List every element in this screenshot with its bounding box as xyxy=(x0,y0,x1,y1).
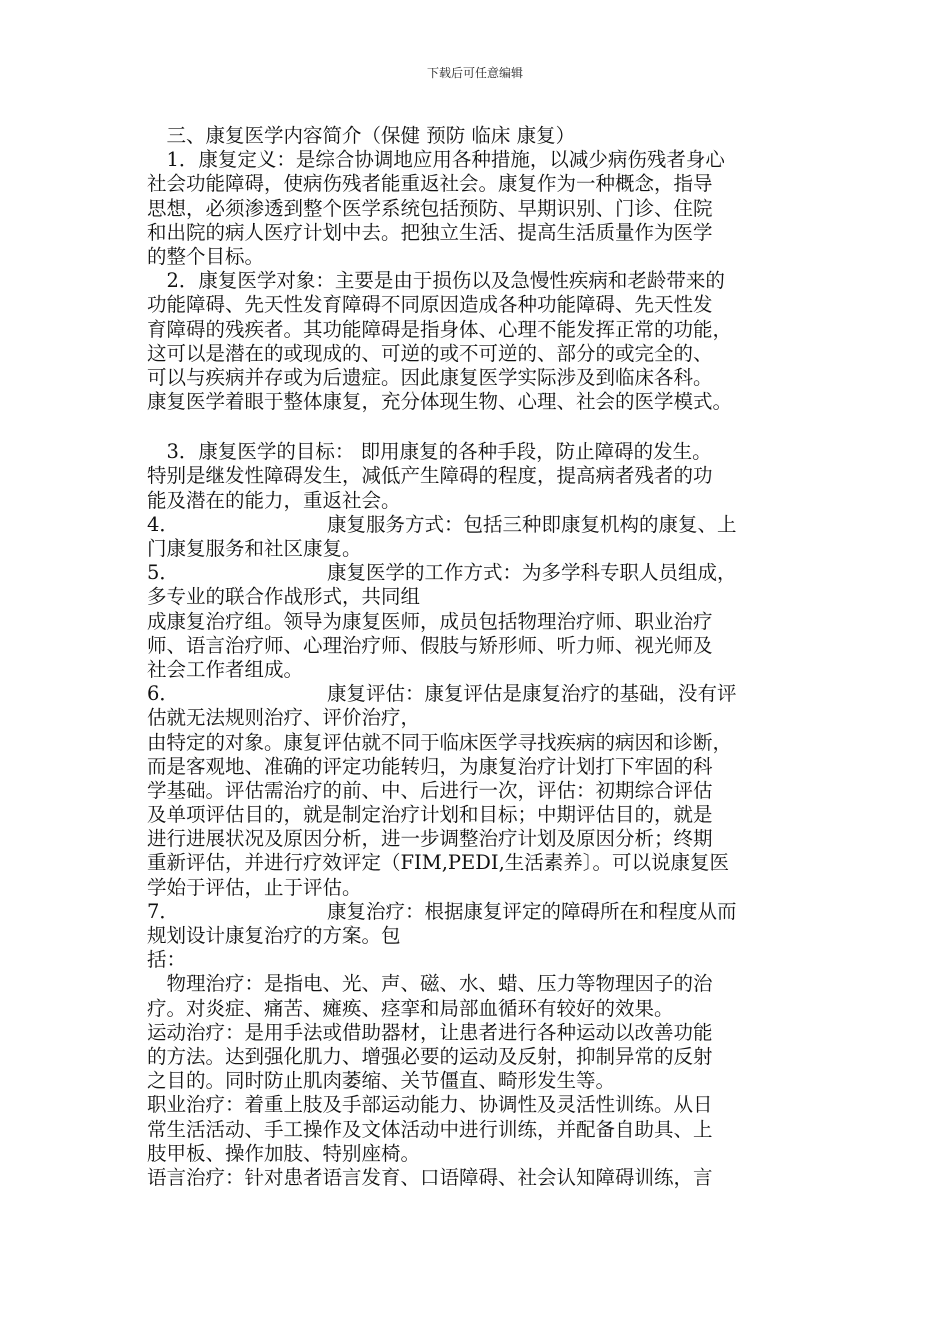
paragraph-line: 及单项评估目的，就是制定治疗计划和目标；中期评估目的，就是 xyxy=(147,803,713,827)
paragraph-line: 估就无法规则治疗、评价治疗， xyxy=(147,706,421,730)
document-body xyxy=(147,124,815,1190)
numbered-item-line xyxy=(147,682,815,706)
paragraph-line: 和出院的病人医疗计划中去。把独立生活、提高生活质量作为医学 xyxy=(147,220,713,244)
item-number: 7． xyxy=(147,899,179,923)
numbered-item-line xyxy=(147,561,815,585)
paragraph-line: 疗。对炎症、痛苦、瘫痪、痉挛和局部血循环有较好的效果。 xyxy=(147,996,674,1020)
paragraph-line: 这可以是潜在的或现成的、可逆的或不可逆的、部分的或完全的、 xyxy=(147,341,713,365)
paragraph-line: 门康复服务和社区康复。 xyxy=(147,537,362,560)
paragraph-line: 重新评估，并进行疗效评定（FIM,PEDI,生活素养〕。可以说康复医 xyxy=(147,851,730,875)
numbered-item-line xyxy=(147,513,815,537)
paragraph-line: 成康复治疗组。领导为康复医师，成员包括物理治疗师、职业治疗 xyxy=(147,609,713,633)
paragraph-line: 3．康复医学的目标： 即用康复的各种手段，防止障碍的发生。 xyxy=(147,440,712,464)
paragraph-line: 育障碍的残疾者。其功能障碍是指身体、心理不能发挥正常的功能， xyxy=(147,317,733,341)
paragraph-line: 物理治疗：是指电、光、声、磁、水、蜡、压力等物理因子的治 xyxy=(147,972,713,996)
paragraph-line: 之目的。同时防止肌肉萎缩、关节僵直、畸形发生等。 xyxy=(147,1069,616,1093)
paragraph-line: 由特定的对象。康复评估就不同于临床医学寻找疾病的病因和诊断， xyxy=(147,730,733,754)
item-number: 6． xyxy=(147,682,179,706)
paragraph-line: 能及潜在的能力，重返社会。 xyxy=(147,488,401,512)
paragraph-line: 肢甲板、操作加肢、特别座椅。 xyxy=(147,1141,421,1165)
paragraph-line: 2．康复医学对象：主要是由于损伤以及急慢性疾病和老龄带来的 xyxy=(147,269,725,293)
paragraph-line: 康复医学着眼于整体康复，充分体现生物、心理、社会的医学模式。 xyxy=(147,390,733,414)
paragraph-line: 语言治疗：针对患者语言发育、口语障碍、社会认知障碍训练，言 xyxy=(147,1165,713,1189)
paragraph-line: 而是客观地、准确的评定功能转归，为康复治疗计划打下牢固的科 xyxy=(147,754,713,778)
section-heading: 三、康复医学内容简介（保健 预防 临床 康复） xyxy=(147,124,576,147)
paragraph-line: 括： xyxy=(147,948,187,972)
item-text: 康复服务方式：包括三种即康复机构的康复、上 xyxy=(327,512,737,536)
page-header: 下载后可任意编辑 xyxy=(426,66,523,80)
paragraph-line: 的方法。达到强化肌力、增强必要的运动及反射，抑制异常的反射 xyxy=(147,1044,713,1068)
paragraph-line: 特别是继发性障碍发生，减低产生障碍的程度，提高病者残者的功 xyxy=(147,464,713,488)
item-number: 4． xyxy=(147,512,179,536)
paragraph-line: 1．康复定义：是综合协调地应用各种措施，以减少病伤残者身心 xyxy=(147,148,725,172)
paragraph-line: 师、语言治疗师、心理治疗师、假肢与矫形师、听力师、视光师及 xyxy=(147,633,713,657)
paragraph-line: 规划设计康复治疗的方案。包 xyxy=(147,924,401,947)
paragraph-line: 社会功能障碍，使病伤残者能重返社会。康复作为一种概念，指导 xyxy=(147,172,713,196)
paragraph-line: 可以与疾病并存或为后遗症。因此康复医学实际涉及到临床各科。 xyxy=(147,365,713,389)
paragraph-line: 功能障碍、先天性发育障碍不同原因造成各种功能障碍、先天性发 xyxy=(147,293,713,317)
paragraph-line: 常生活活动、手工操作及文体活动中进行训练，并配备自助具、上 xyxy=(147,1117,713,1141)
paragraph-line: 多专业的联合作战形式，共同组 xyxy=(147,585,421,609)
paragraph-line: 职业治疗：着重上肢及手部运动能力、协调性及灵活性训练。从日 xyxy=(147,1093,713,1117)
item-text: 康复医学的工作方式：为多学科专职人员组成， xyxy=(327,561,737,585)
blank-line xyxy=(147,414,815,440)
paragraph-line: 社会工作者组成。 xyxy=(147,657,304,681)
item-number: 5． xyxy=(147,561,179,585)
paragraph-line: 学始于评估，止于评估。 xyxy=(147,875,362,899)
paragraph-line: 思想，必须渗透到整个医学系统包括预防、早期识别、门诊、住院 xyxy=(147,196,713,220)
item-text: 康复治疗：根据康复评定的障碍所在和程度从而 xyxy=(327,899,737,923)
numbered-item-line xyxy=(147,900,815,924)
paragraph-line: 学基础。评估需治疗的前、中、后进行一次，评估：初期综合评估 xyxy=(147,778,713,802)
paragraph-line: 进行进展状况及原因分析，进一步调整治疗计划及原因分析；终期 xyxy=(147,827,713,851)
item-text: 康复评估：康复评估是康复治疗的基础，没有评 xyxy=(327,682,737,706)
paragraph-line: 运动治疗：是用手法或借助器材，让患者进行各种运动以改善功能 xyxy=(147,1020,713,1044)
paragraph-line: 的整个目标。 xyxy=(147,244,265,268)
